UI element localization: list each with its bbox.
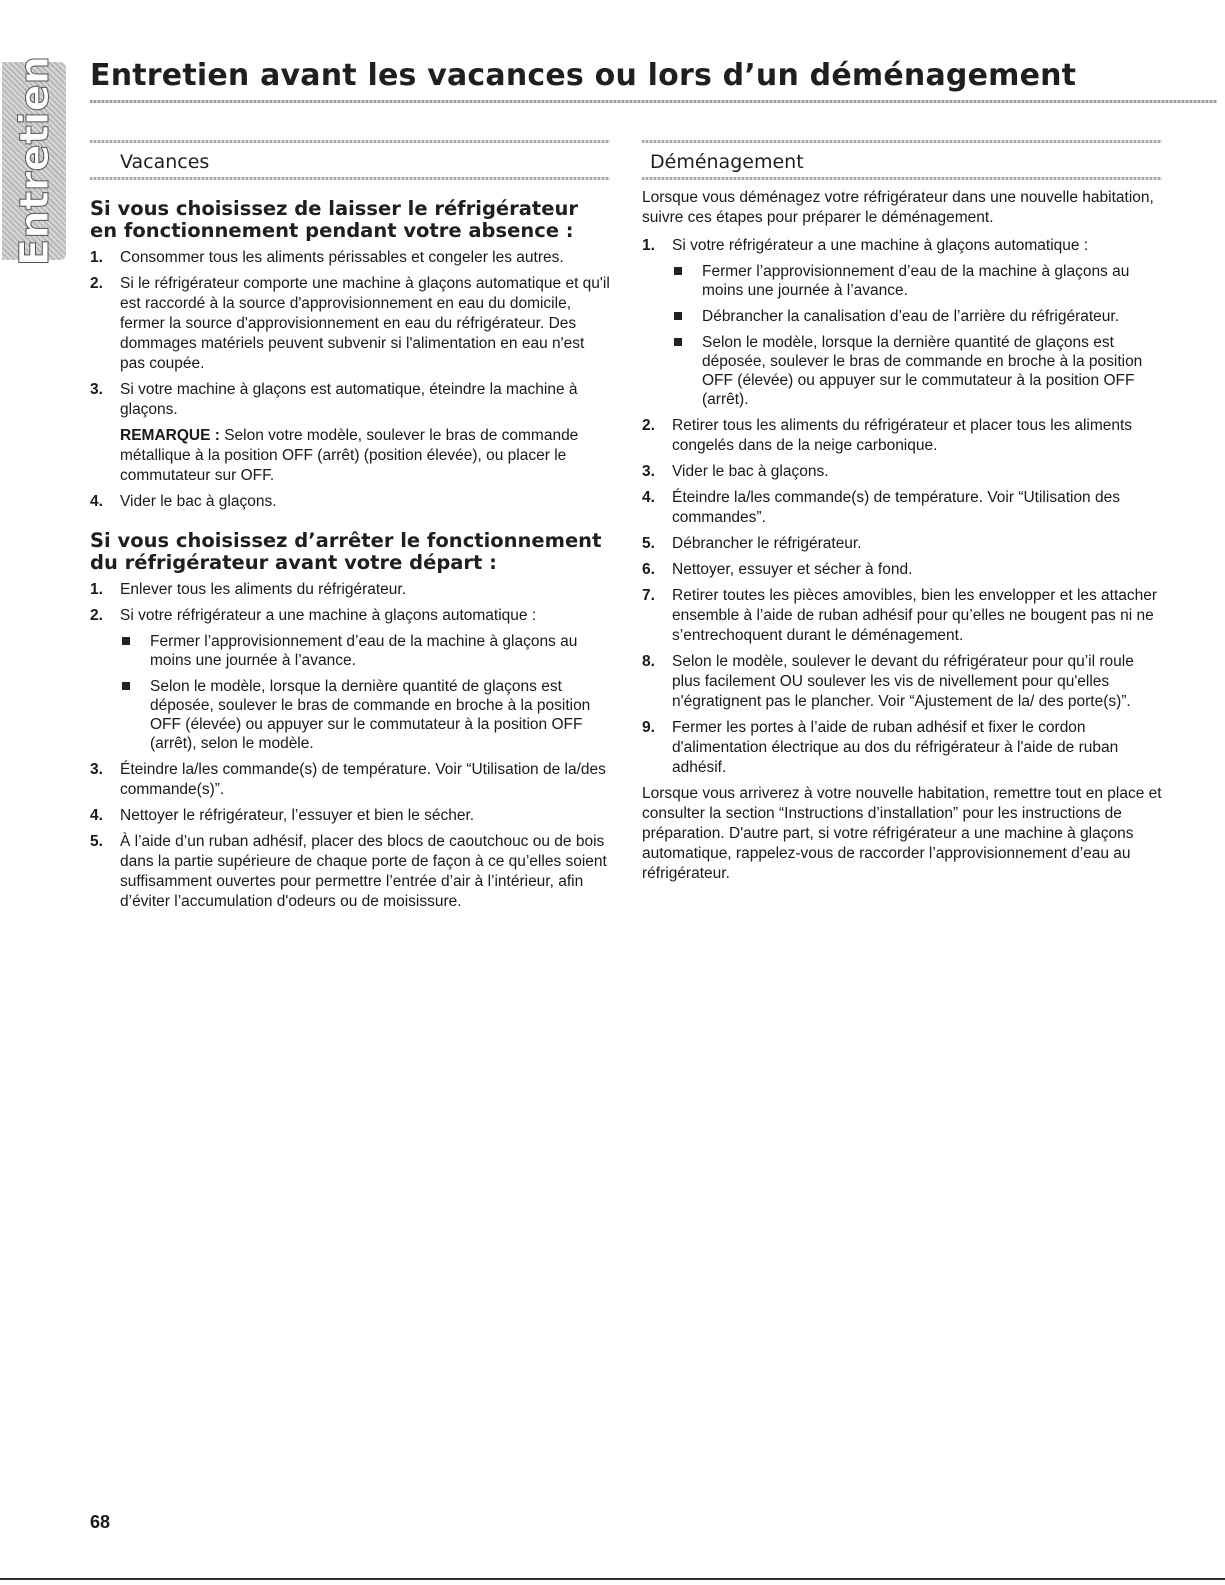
section-divider xyxy=(642,177,1162,180)
step-number: 2. xyxy=(90,607,103,624)
square-bullet-icon xyxy=(674,267,682,275)
list-item xyxy=(90,606,610,753)
steps-stop-running xyxy=(90,580,610,912)
list-item xyxy=(642,586,1162,646)
step-text: Nettoyer le réfrigérateur, l’essuyer et bien le sécher. xyxy=(120,807,475,824)
section-title-vacances: Vacances xyxy=(120,151,210,173)
bullet-list xyxy=(672,262,1162,409)
list-item xyxy=(642,462,1162,482)
step-number: 9. xyxy=(642,719,655,736)
bullet-item xyxy=(672,307,1162,326)
list-item xyxy=(90,492,610,512)
step-number: 6. xyxy=(642,561,655,578)
square-bullet-icon xyxy=(122,682,130,690)
page-number: 68 xyxy=(90,1512,111,1532)
step-text: Fermer les portes à l’aide de ruban adhésif et fixer le cordon d'alimentation électrique au dos du réfrigérateur à l'aide de ruban adhésif. xyxy=(672,719,1119,776)
bottom-divider xyxy=(0,1578,1225,1580)
step-number: 7. xyxy=(642,587,655,604)
step-number: 5. xyxy=(642,535,655,552)
list-item xyxy=(90,380,610,486)
bullet-text: Débrancher la canalisation d’eau de l’arrière du réfrigérateur. xyxy=(702,308,1120,325)
note-label: REMARQUE : xyxy=(120,427,220,444)
square-bullet-icon xyxy=(122,637,130,645)
section-title-demenagement: Déménagement xyxy=(650,151,804,173)
step-text: Vider le bac à glaçons. xyxy=(672,463,829,480)
intro-paragraph: Lorsque vous déménagez votre réfrigérateur dans une nouvelle habitation, suivre ces étapes pour préparer le déménagement. xyxy=(642,189,1154,226)
steps-keep-running xyxy=(90,248,610,512)
list-item xyxy=(642,560,1162,580)
subheading-keep-running: Si vous choisissez de laisser le réfrigérateur en fonctionnement pendant votre absence : xyxy=(90,197,578,242)
bullet-item xyxy=(120,632,610,670)
list-item xyxy=(642,236,1162,409)
step-number: 1. xyxy=(642,237,655,254)
step-text: Si votre réfrigérateur a une machine à glaçons automatique : xyxy=(672,237,1089,254)
note-text: Selon votre modèle, soulever le bras de commande métallique à la position OFF (arrêt) (position élevée), ou placer le commutateur sur OFF. xyxy=(120,427,579,484)
step-number: 4. xyxy=(642,489,655,506)
step-text: Éteindre la/les commande(s) de température. Voir “Utilisation de la/des commande(s)”. xyxy=(120,761,606,798)
step-text: À l’aide d’un ruban adhésif, placer des blocs de caoutchouc ou de bois dans la partie supérieure de chaque porte de façon à ce qu’elles soient suffisamment ouvertes pour permettre l’entrée d’air à l’intérieur, afin d’éviter l’accumulation d'odeurs ou de moisissure. xyxy=(120,833,607,910)
step-text: Selon le modèle, soulever le devant du réfrigérateur pour qu’il roule plus facilement OU soulever les vis de nivellement pour qu'elles n'égratignent pas le plancher. Voir “Ajustement de la/ des porte(s)”. xyxy=(672,653,1134,710)
title-divider xyxy=(90,100,1217,103)
step-text: Si votre réfrigérateur a une machine à glaçons automatique : xyxy=(120,607,537,624)
square-bullet-icon xyxy=(674,312,682,320)
page-title: Entretien avant les vacances ou lors d’un déménagement xyxy=(90,58,1077,93)
step-number: 1. xyxy=(90,581,103,598)
step-text: Retirer tous les aliments du réfrigérateur et placer tous les aliments congelés dans de la neige carbonique. xyxy=(672,417,1133,454)
step-number: 8. xyxy=(642,653,655,670)
step-text: Si votre machine à glaçons est automatique, éteindre la machine à glaçons. xyxy=(120,381,578,418)
step-number: 2. xyxy=(642,417,655,434)
subheading-stop-running: Si vous choisissez d’arrêter le fonctionnement du réfrigérateur avant votre départ : xyxy=(90,529,602,574)
bullet-text: Fermer l’approvisionnement d’eau de la machine à glaçons au moins une journée à l’avance. xyxy=(150,633,578,669)
list-item xyxy=(642,718,1162,778)
steps-moving xyxy=(642,236,1162,778)
list-item xyxy=(90,580,610,600)
step-number: 1. xyxy=(90,249,103,266)
step-number: 3. xyxy=(90,761,103,778)
list-item xyxy=(642,534,1162,554)
list-item xyxy=(642,652,1162,712)
bullet-list xyxy=(120,632,610,753)
list-item xyxy=(642,488,1162,528)
vacances-column xyxy=(90,140,610,918)
step-number: 4. xyxy=(90,807,103,824)
step-number: 3. xyxy=(642,463,655,480)
bullet-item xyxy=(672,333,1162,409)
bullet-text: Selon le modèle, lorsque la dernière quantité de glaçons est déposée, soulever le bras de commande en broche à la position OFF (élevée) ou appuyer sur le commutateur à la position OFF (arrêt). xyxy=(702,334,1143,408)
bullet-text: Fermer l’approvisionnement d’eau de la machine à glaçons au moins une journée à l’avance. xyxy=(702,263,1130,299)
step-text: Éteindre la/les commande(s) de température. Voir “Utilisation des commandes”. xyxy=(672,489,1120,526)
list-item xyxy=(90,274,610,374)
step-text: Vider le bac à glaçons. xyxy=(120,493,277,510)
square-bullet-icon xyxy=(674,338,682,346)
list-item xyxy=(90,760,610,800)
step-text: Enlever tous les aliments du réfrigérateur. xyxy=(120,581,407,598)
bullet-item xyxy=(672,262,1162,300)
bullet-text: Selon le modèle, lorsque la dernière quantité de glaçons est déposée, soulever le bras de commande en broche à la position OFF (élevée) ou appuyer sur le commutateur à la position OFF (arrêt), selon le modèle. xyxy=(150,678,591,752)
outro-paragraph: Lorsque vous arriverez à votre nouvelle habitation, remettre tout en place et consulter la section “Instructions d’installation” pour les instructions de préparation. D'autre part, si votre réfrigérateur a une machine à glaçons automatique, rappelez-vous de raccorder l’approvisionnement d’eau au réfrigérateur. xyxy=(642,785,1162,882)
step-text: Consommer tous les aliments périssables et congeler les autres. xyxy=(120,249,564,266)
side-tab-label: Entretien xyxy=(12,55,58,267)
note xyxy=(120,426,610,486)
step-number: 4. xyxy=(90,493,103,510)
list-item xyxy=(90,248,610,268)
step-text: Débrancher le réfrigérateur. xyxy=(672,535,862,552)
step-number: 5. xyxy=(90,833,103,850)
step-text: Retirer toutes les pièces amovibles, bien les envelopper et les attacher ensemble à l’aide de ruban adhésif pour qu’elles ne bougent pas ni ne s’entrechoquent durant le déménagement. xyxy=(672,587,1158,644)
step-number: 3. xyxy=(90,381,103,398)
demenagement-column xyxy=(642,140,1162,892)
list-item xyxy=(642,416,1162,456)
step-text: Si le réfrigérateur comporte une machine à glaçons automatique et qu'il est raccordé à la source d'approvisionnement en eau du domicile, fermer la source d'approvisionnement en eau du réfrigérateur. Des dommages matériels peuvent subvenir si l'alimentation en eau n'est pas coupée. xyxy=(120,275,610,372)
side-tab xyxy=(0,55,70,267)
step-number: 2. xyxy=(90,275,103,292)
list-item xyxy=(90,832,610,912)
step-text: Nettoyer, essuyer et sécher à fond. xyxy=(672,561,913,578)
section-divider xyxy=(90,177,610,180)
bullet-item xyxy=(120,677,610,753)
list-item xyxy=(90,806,610,826)
